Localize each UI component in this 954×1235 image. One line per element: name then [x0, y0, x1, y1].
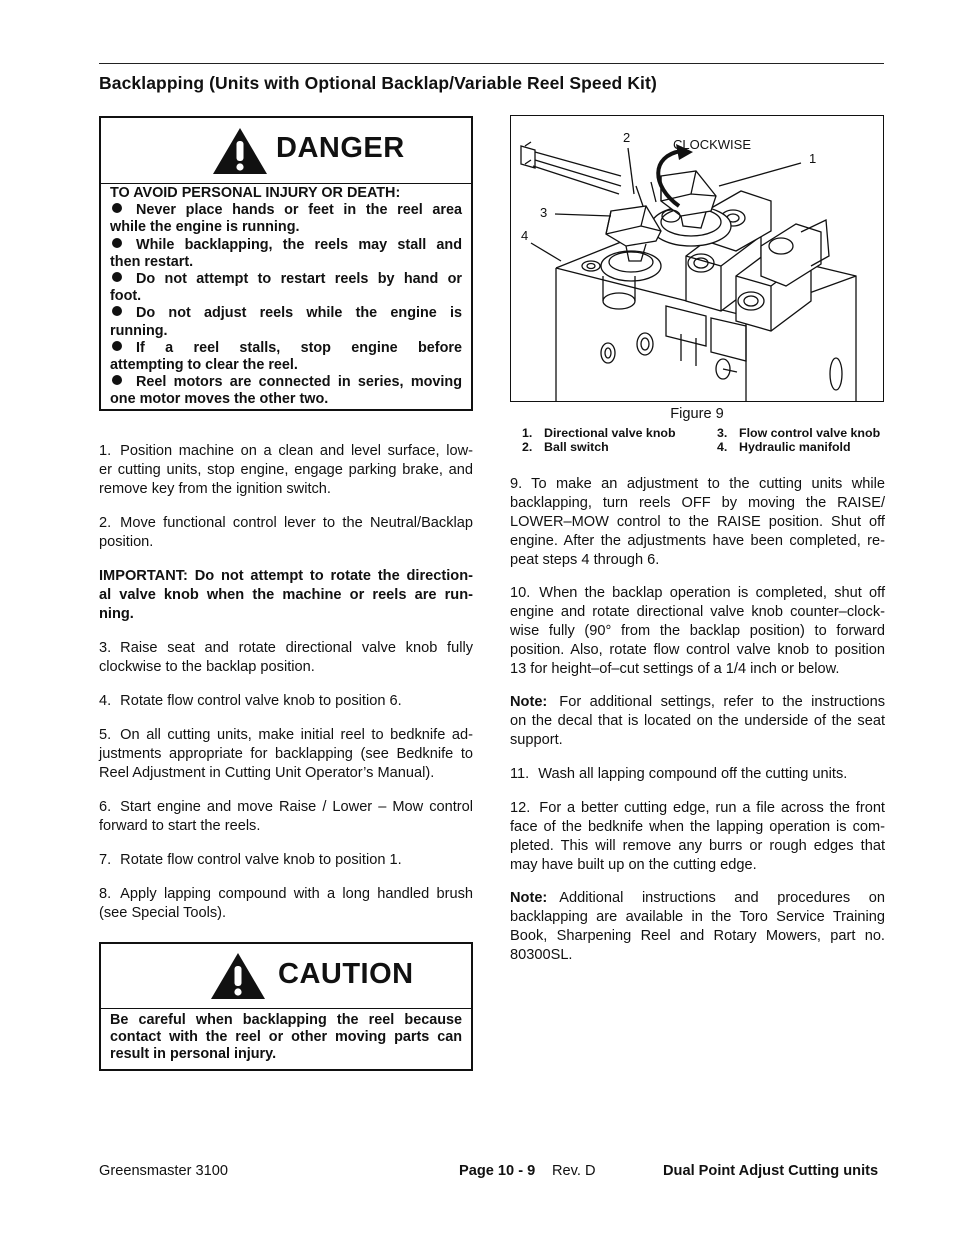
callout-2: 2 — [623, 130, 631, 145]
legend-item-3: 3. Flow control valve knob — [717, 426, 881, 440]
callout-3: 3 — [540, 205, 548, 220]
step-4: 4. Rotate flow control valve knob to position 6. — [99, 693, 402, 709]
danger-item-line: While backlapping, the reels may stall and — [110, 237, 462, 254]
danger-item-line: Do not attempt to restart reels by hand or — [110, 271, 462, 288]
bullet-icon — [112, 375, 122, 385]
header-rule — [99, 63, 884, 64]
caution-header — [101, 944, 471, 1009]
danger-item-line: running. — [110, 322, 168, 339]
callout-4: 4 — [521, 228, 529, 243]
footer-right: Dual Point Adjust Cutting units — [663, 1163, 879, 1179]
footer-left: Greensmaster 3100 — [99, 1163, 228, 1179]
caution-line: Be careful when backlapping the reel because — [110, 1012, 462, 1028]
figure-caption: Figure 9 — [670, 406, 724, 422]
step-7: 7. Rotate flow control valve knob to position 1. — [99, 852, 402, 868]
step-9: 9. To make an adjustment to the cutting units while backlapping, turn reels OFF by moving the RAISE/ LOWER–MOW control to the RAISE position. Shut off engine. After the adjustments have been completed, re- peat steps 4 through 6. — [510, 476, 885, 568]
bullet-icon — [112, 341, 122, 351]
danger-item-line: Reel motors are connected in series, moving — [110, 374, 462, 391]
danger-text — [101, 184, 471, 413]
caution-word: CAUTION — [278, 958, 414, 990]
danger-item-line: then restart. — [110, 253, 194, 270]
footer-rev: Rev. D — [552, 1163, 596, 1179]
step-11: 11. Wash all lapping compound off the cutting units. — [510, 766, 848, 782]
step-6: 6. Start engine and move Raise / Lower – Mow control forward to start the reels. — [99, 799, 473, 834]
step-1: 1. Position machine on a clean and level surface, low- er cutting units, stop engine, engage parking brake, and remove key from the ignition switch. — [99, 443, 473, 497]
step-2: 2. Move functional control lever to the Neutral/Backlap position. — [99, 515, 473, 550]
warning-triangle-icon — [209, 951, 267, 1001]
danger-heading: TO AVOID PERSONAL INJURY OR DEATH: — [110, 185, 401, 201]
danger-item-line: If a reel stalls, stop engine before — [110, 340, 462, 357]
step-8: 8. Apply lapping compound with a long handled brush (see Special Tools). — [99, 886, 473, 921]
bullet-icon — [112, 306, 122, 316]
footer-page: Page 10 - 9 — [459, 1163, 536, 1179]
danger-item-line: attempting to clear the reel. — [110, 357, 298, 374]
legend-item-1: 1. Directional valve knob — [522, 426, 676, 440]
callout-1: 1 — [809, 151, 817, 166]
danger-item-line: foot. — [110, 288, 142, 305]
step-5: 5. On all cutting units, make initial reel to bedknife ad- justments appropriate for backlapping (see Bedknife to Reel Adjustment in Cutting Unit Operator’s Manual). — [99, 727, 473, 781]
danger-item-line: Never place hands or feet in the reel area — [110, 202, 462, 219]
figure-9-illustration — [510, 115, 884, 402]
danger-header — [101, 118, 471, 184]
step-3: 3. Raise seat and rotate directional valve knob fully clockwise to the backlap position. — [99, 640, 473, 675]
warning-triangle-icon — [211, 126, 269, 176]
bullet-icon — [112, 203, 122, 213]
bullet-icon — [112, 238, 122, 248]
caution-line: contact with the reel or other moving parts can — [110, 1029, 462, 1046]
bullet-icon — [112, 272, 122, 282]
danger-item-line: one motor moves the other two. — [110, 391, 329, 408]
note: Note: For additional settings, refer to the instructions on the decal that is located on the underside of the seat support. — [510, 694, 885, 748]
legend-item-2: 2. Ball switch — [522, 440, 609, 454]
danger-item-line: while the engine is running. — [110, 219, 300, 236]
danger-box — [99, 116, 473, 411]
legend-item-4: 4. Hydraulic manifold — [717, 440, 851, 454]
danger-item-line: Do not adjust reels while the engine is — [110, 305, 462, 322]
caution-line: result in personal injury. — [110, 1046, 277, 1063]
important-note: IMPORTANT: Do not attempt to rotate the direction- al valve knob when the machine or reels are run- ning. — [99, 568, 473, 622]
figure-legend-right — [717, 426, 880, 454]
clockwise-label: CLOCKWISE — [673, 137, 752, 152]
section-title: Backlapping (Units with Optional Backlap/Variable Reel Speed Kit) — [99, 73, 657, 93]
step-10: 10. When the backlap operation is completed, shut off engine and rotate directional valve knob counter–clock- wise fully (90° from the backlap position) to forward position. Also, rotate flow control valve knob to position 13 for height–of–cut settings of a 1/4 inch or below. — [510, 585, 885, 677]
step-12: 12. For a better cutting edge, run a file across the front face of the bedknife when the lapping operation is com- pleted. This will remove any burrs or rough edges that may have built up on the cutting edge. — [510, 800, 885, 873]
valve-illustration — [511, 116, 883, 401]
caution-box — [99, 942, 473, 1071]
caution-text — [101, 1009, 471, 1068]
note: Note: Additional instructions and procedures on backlapping are available in the Toro Service Training Book, Sharpening Reel and Rotary Mowers, part no. 80300SL. — [510, 890, 885, 963]
danger-word: DANGER — [276, 132, 405, 164]
figure-legend-left — [522, 426, 676, 454]
